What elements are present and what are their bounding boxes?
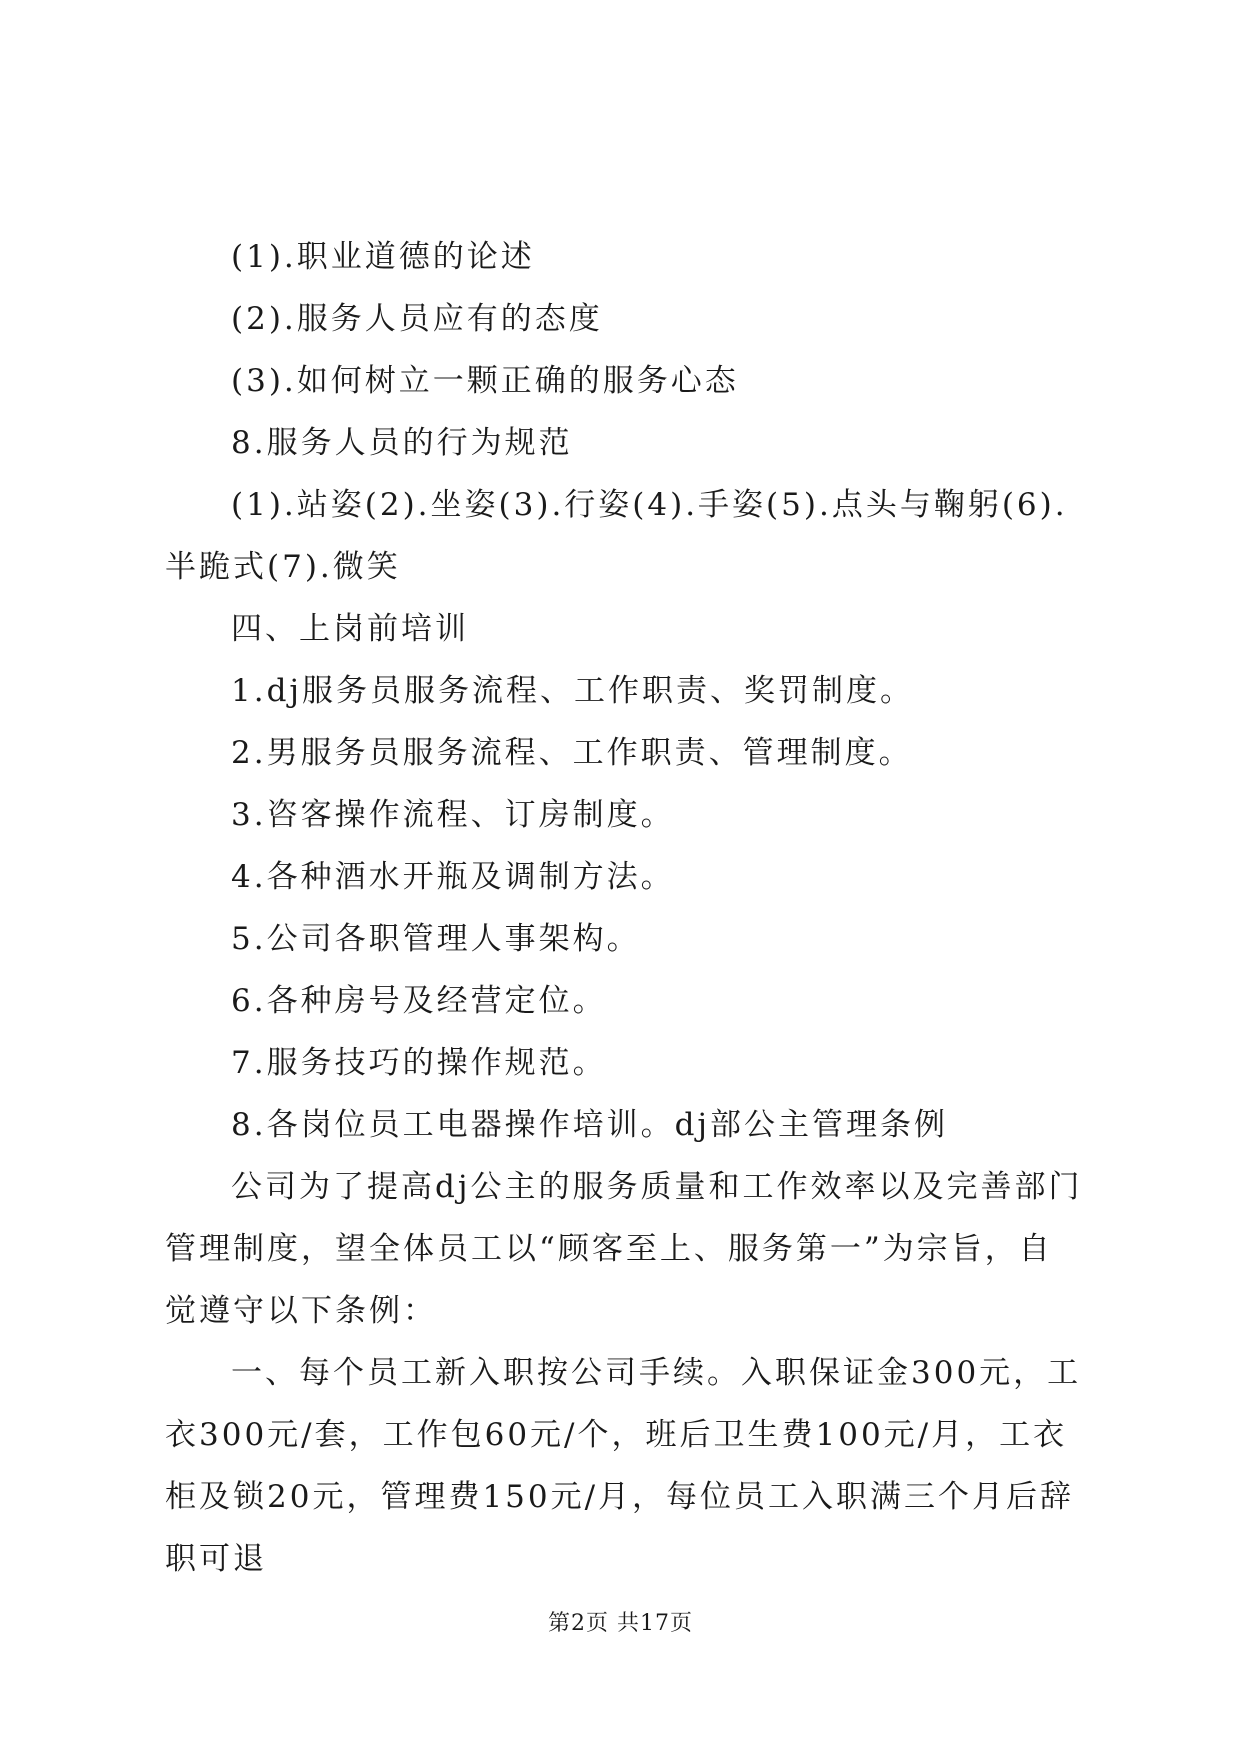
paragraph-14: 8.各岗位员工电器操作培训。dj部公主管理条例 <box>231 1107 949 1143</box>
paragraph-8: 2.男服务员服务流程、工作职责、管理制度。 <box>231 735 913 771</box>
paragraph-5: (1).站姿(2).坐姿(3).行姿(4).手姿(5).点头与鞠躬(6).半跪式(7).微笑 <box>165 487 1068 585</box>
paragraph-16: 一、每个员工新入职按公司手续。入职保证金300元，工衣300元/套，工作包60元/个，班后卫生费100元/月，工衣柜及锁20元，管理费150元/月，每位员工入职满三个月后辞职可退 <box>165 1355 1082 1577</box>
section-heading: 四、上岗前培训 <box>231 611 469 647</box>
paragraph-15: 公司为了提高dj公主的服务质量和工作效率以及完善部门管理制度，望全体员工以“顾客至上、服务第一”为宗旨，自觉遵守以下条例： <box>165 1169 1083 1329</box>
document-body <box>165 226 1085 1590</box>
paragraph-2: (2).服务人员应有的态度 <box>231 301 603 337</box>
paragraph-9: 3.咨客操作流程、订房制度。 <box>231 797 675 833</box>
paragraph-11: 5.公司各职管理人事架构。 <box>231 921 641 957</box>
paragraph-3: (3).如何树立一颗正确的服务心态 <box>231 363 739 399</box>
page-footer: 第2页 共17页 <box>548 1611 693 1636</box>
paragraph-13: 7.服务技巧的操作规范。 <box>231 1045 607 1081</box>
paragraph-1: (1).职业道德的论述 <box>231 239 535 275</box>
paragraph-12: 6.各种房号及经营定位。 <box>231 983 607 1019</box>
paragraph-10: 4.各种酒水开瓶及调制方法。 <box>231 859 675 895</box>
paragraph-4: 8.服务人员的行为规范 <box>231 425 573 461</box>
paragraph-7: 1.dj服务员服务流程、工作职责、奖罚制度。 <box>231 673 915 709</box>
